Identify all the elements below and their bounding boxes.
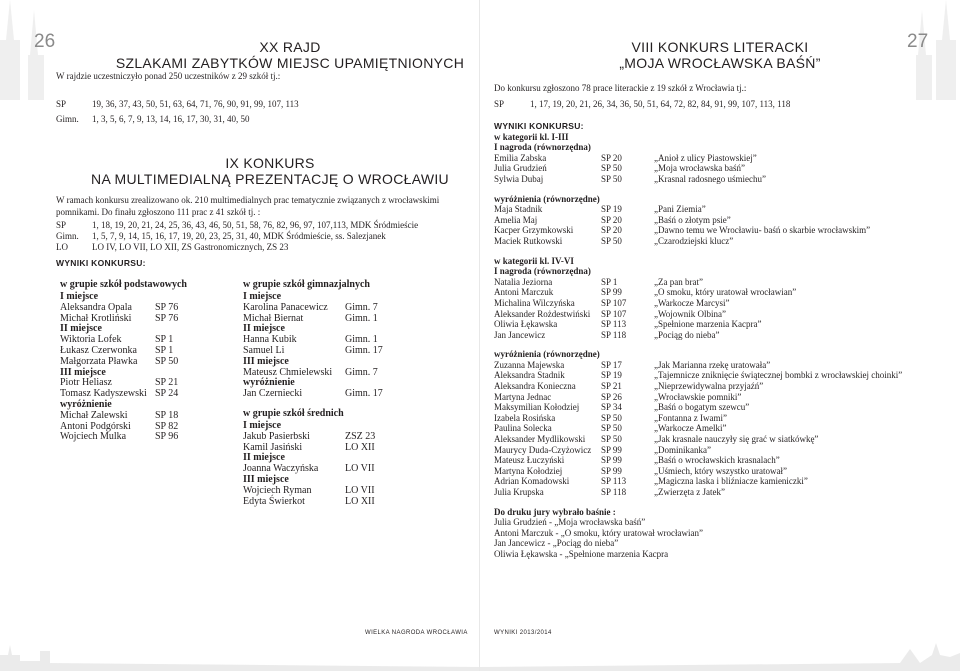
award-row [494,309,944,320]
multimedia-intro-2: pomnikami. Do finału zgłoszono 111 prac z 41 szkół tj. : [56,207,261,217]
award-title: I nagroda (równorzędna) [494,266,591,277]
author-school: SP 99 [601,444,622,455]
right-footer: WYNIKI 2013/2014 [494,630,552,636]
author-name: Aleksander Rożdestwiński [494,308,591,319]
winner-school: SP 18 [155,409,179,421]
author-school: SP 1 [601,276,618,287]
award-row [494,330,944,341]
author-school: SP 17 [601,359,622,370]
author-school: SP 113 [601,476,627,487]
author-name: Aleksandra Stadnik [494,370,565,381]
place-heading [243,377,413,388]
author-name: Michalina Wilczyńska [494,297,575,308]
author-school: SP 107 [601,308,627,319]
author-school: SP 118 [601,329,627,340]
award-row [494,236,944,247]
print-selection-item: Antoni Marczuk - „O smoku, który uratował wrocławian” [494,527,703,538]
winner-row [243,313,413,324]
multimedia-schools-lo [56,242,289,254]
multimedia-header-line2: NA MULTIMEDIALNĄ PREZENTACJĘ O WROCŁAWIU [91,171,449,187]
author-name: Natalia Jeziorna [494,276,553,287]
winner-school: SP 76 [155,301,179,313]
story-title: „O smoku, który uratował wrocławian” [654,287,797,298]
author-school: SP 26 [601,391,622,402]
author-name: Julia Krupska [494,487,544,497]
winner-school: Gimn. 1 [345,334,378,346]
author-school: SP 50 [601,173,622,184]
author-school: SP 99 [601,287,622,298]
place-heading [243,420,413,431]
place-label: III miejsce [243,355,289,367]
award-title: wyróżnienia (równorzędne) [494,193,600,204]
winner-school: LO VII [345,484,375,496]
author-name: Julia Grudzień [494,163,547,174]
award-row [494,277,944,288]
story-title: „Jak Marianna rzekę uratowała” [654,359,771,370]
winner-school: ZSZ 23 [345,430,376,442]
award-row [494,204,944,215]
award-row [494,402,944,413]
award-title: I nagroda (równorzędna) [494,142,591,153]
winner-school: SP 50 [155,355,179,367]
winner-school: SP 82 [155,420,179,432]
winner-row [243,367,413,378]
author-school: SP 20 [601,214,622,225]
place-heading [60,323,240,334]
winner-row [60,421,240,432]
story-title: „Czarodziejski klucz” [654,235,734,246]
school-type: LO [56,242,68,252]
winner-name: Michał Biernat [243,312,304,324]
author-school: SP 99 [601,455,622,466]
winner-row [60,302,240,313]
winner-school: SP 21 [155,377,179,389]
rally-schools-gimn [56,114,250,126]
winner-school: SP 96 [155,431,179,443]
author-name: Mateusz Łuczyński [494,455,565,466]
winner-name: Antoni Podgórski [60,420,131,432]
winner-name: Michał Zalewski [60,409,128,421]
author-school: SP 20 [601,225,622,236]
page-gutter [479,0,480,671]
author-school: SP 50 [601,163,622,174]
winner-row [60,356,240,367]
story-title: „Anioł z ulicy Piastowskiej” [654,152,757,163]
winner-row [60,431,240,442]
story-title: „Zwierzęta z Jatek” [654,487,725,497]
winner-name: Tomasz Kadyszewski [60,388,147,400]
place-label: III miejsce [243,473,289,485]
award-row [494,319,944,330]
award-row [494,360,944,371]
winner-name: Michał Krotliński [60,312,132,324]
winner-name: Karolina Panacewicz [243,301,328,313]
left-footer: WIELKA NAGRODA WROCŁAWIA [365,630,468,636]
print-selection-item: Oliwia Łękawska - „Spełnione marzenia Kacpra [494,548,669,559]
place-label: II miejsce [243,452,285,464]
award-row [494,476,944,487]
winner-row [60,410,240,421]
story-title: „Fontanna z Iwami” [654,412,727,423]
literary-header-line1: VIII KONKURS LITERACKI [631,39,809,55]
author-name: Maurycy Duda-Czyżowicz [494,444,592,455]
results-primary-column [60,279,240,442]
story-title: „Krasnal radosnego uśmiechu” [654,173,766,184]
winner-name: Łukasz Czerwonka [60,344,137,356]
place-label: I miejsce [243,291,282,302]
author-name: Adrian Komadowski [494,476,570,487]
author-name: Maksymilian Kołodziej [494,402,580,413]
story-title: „Dominikanka” [654,444,711,455]
place-heading [243,474,413,485]
winner-row [243,302,413,313]
award-row [494,434,944,445]
winner-school: SP 1 [155,334,174,346]
school-type: SP [494,99,505,109]
winner-row [60,313,240,324]
award-row [494,466,944,477]
author-name: Jan Jancewicz [494,329,546,340]
winner-row [243,334,413,345]
story-title: „Baśń o złotym psie” [654,214,731,225]
left-city-silhouette [0,643,480,671]
literary-schools [494,99,791,111]
story-title: „Nieprzewidywalna przyjaźń” [654,381,764,392]
winner-school: SP 24 [155,388,179,400]
print-selection-item: Julia Grudzień - „Moja wrocławska baśń” [494,517,646,528]
place-label: wyróżnienie [243,377,295,389]
author-name: Aleksandra Konieczna [494,381,576,392]
place-label: I miejsce [243,420,282,431]
story-title: „Za pan brat” [654,276,703,287]
literary-results [494,121,944,560]
award-row [494,174,944,185]
author-name: Aleksander Mydlikowski [494,434,586,445]
author-name: Sylwia Dubaj [494,173,544,184]
results-middle-column [243,279,413,399]
author-school: SP 19 [601,370,622,381]
right-results-title: WYNIKI KONKURSU: [494,121,584,131]
rally-header-line2: SZLAKAMI ZABYTKÓW MIEJSC UPAMIĘTNIONYCH [115,55,465,71]
story-title: „Warkocze Marcysi” [654,297,730,308]
left-results-title: WYNIKI KONKURSU: [56,258,146,268]
award-row [494,287,944,298]
category-title: w kategorii kl. I-III [494,131,569,142]
winner-name: Wojciech Ryman [243,484,312,496]
place-heading [243,291,413,302]
winner-name: Wojciech Mulka [60,431,127,443]
author-name: Amelia Maj [494,214,538,225]
story-title: „Tajemnicze zniknięcie świątecznej bombki z wrocławskiej choinki” [654,370,903,381]
award-title: wyróżnienia (równorzędne) [494,349,600,360]
author-name: Martyna Kołodziej [494,465,563,476]
place-heading [60,291,240,302]
group-title: w grupie szkół podstawowych [60,279,187,290]
school-list: 1, 18, 19, 20, 21, 24, 25, 36, 43, 46, 50, 51, 58, 76, 82, 96, 97, 107,113, MDK Śródmieście [92,220,419,230]
place-heading [243,356,413,367]
school-type: SP [56,99,67,109]
author-school: SP 50 [601,423,622,434]
winner-name: Małgorzata Pławka [60,355,138,367]
winner-school: LO XII [345,495,375,507]
winner-school: Gimn. 1 [345,312,378,324]
place-heading [60,399,240,410]
winner-name: Jan Czerniecki [243,388,303,400]
author-name: Oliwia Łękawska [494,319,558,330]
group-title: w grupie szkół średnich [243,408,344,419]
multimedia-schools-sp [56,220,419,232]
story-title: „Wojownik Olbina” [654,308,727,319]
author-school: SP 107 [601,297,627,308]
story-title: „Spełnione marzenia Kacpra” [654,319,762,330]
winner-school: SP 76 [155,312,179,324]
winner-school: LO XII [345,441,375,453]
school-type: SP [56,220,67,230]
author-name: Emilia Zabska [494,152,547,163]
results-secondary-column [243,408,413,506]
award-row [494,163,944,174]
group-title: w grupie szkół gimnazjalnych [243,279,370,290]
author-school: SP 34 [601,402,622,413]
author-school: SP 50 [601,434,622,445]
literary-header [530,39,910,71]
winner-name: Mateusz Chmielewski [243,366,333,378]
author-name: Izabela Rosińska [494,412,556,423]
author-name: Maja Stadnik [494,204,543,215]
rally-header [90,39,490,71]
winner-school: Gimn. 7 [345,301,378,313]
left-page-number: 26 [34,31,56,52]
award-row [494,423,944,434]
author-name: Maciek Rutkowski [494,235,563,246]
school-list: LO IV, LO VII, LO XII, ZS Gastronomicznych, ZS 23 [92,242,289,252]
place-label: II miejsce [243,323,285,335]
school-list: 19, 36, 37, 43, 50, 51, 63, 64, 71, 76, 90, 91, 99, 107, 113 [92,99,299,109]
author-name: Kacper Grzymkowski [494,225,574,236]
multimedia-schools-gimn [56,231,386,243]
winner-name: Wiktoria Lofek [60,334,122,346]
winner-school: SP 1 [155,344,174,356]
award-row [494,413,944,424]
winner-row [60,377,240,388]
rally-intro: W rajdzie uczestniczyło ponad 250 uczestników z 29 szkół tj.: [56,71,281,81]
school-type: Gimn. [56,231,79,241]
category-title: w kategorii kl. IV-VI [494,255,574,266]
story-title: „Pociąg do nieba” [654,329,720,340]
story-title: „Jak krasnale nauczyły się grać w siatkówkę” [654,434,819,445]
winner-school: Gimn. 17 [345,388,383,400]
story-title: „Moja wrocławska baśń” [654,163,745,174]
place-heading [243,323,413,334]
author-school: SP 21 [601,381,622,392]
winner-name: Samuel Li [243,344,285,356]
winner-name: Aleksandra Opala [60,301,132,313]
story-title: „Baśń o wrocławskich krasnalach” [654,455,780,466]
author-name: Martyna Jednac [494,391,552,402]
winner-row [243,388,413,399]
author-school: SP 20 [601,152,622,163]
winner-row [243,345,413,356]
award-row [494,298,944,309]
award-row [494,487,944,498]
story-title: „Pani Ziemia” [654,204,706,215]
print-selection-title: Do druku jury wybrało baśnie : [494,506,616,517]
story-title: „Warkocze Amelki” [654,423,727,434]
multimedia-header [60,155,480,187]
winner-row [60,345,240,356]
school-type: Gimn. [56,114,79,124]
place-heading [243,452,413,463]
place-label: III miejsce [60,366,106,378]
award-row [494,225,944,236]
winner-row [60,334,240,345]
multimedia-intro-1: W ramach konkursu zrealizowano ok. 210 multimedialnych prac tematycznie związanych z wrocławskimi [56,195,440,205]
story-title: „Magiczna laska i bliźniacze kamieniczki” [654,476,808,487]
award-row [494,215,944,226]
place-label: I miejsce [60,291,99,302]
author-school: SP 50 [601,235,622,246]
author-name: Paulina Solecka [494,423,552,434]
winner-school: Gimn. 17 [345,344,383,356]
author-name: Zuzanna Majewska [494,359,565,370]
place-label: wyróżnienie [60,398,112,410]
winner-row [243,496,413,507]
print-selection-item: Jan Jancewicz - „Pociąg do nieba” [494,538,619,549]
winner-name: Jakub Pasierbski [243,430,310,442]
school-list: 1, 5, 7, 9, 14, 15, 16, 17, 19, 20, 23, 25, 31, 40, MDK Śródmieście, ss. Salezjanek [92,231,386,241]
story-title: „Dawno temu we Wrocławiu- baśń o skarbie wrocławskim” [654,225,871,236]
winner-row [243,431,413,442]
author-school: SP 19 [601,204,622,215]
award-row [494,153,944,164]
winner-row [243,442,413,453]
winner-name: Hanna Kubik [243,334,297,346]
winner-row [243,463,413,474]
winner-name: Edyta Świerkot [243,495,305,507]
winner-name: Piotr Heliasz [60,377,112,389]
winner-school: LO VII [345,463,375,475]
winner-row [243,485,413,496]
award-row [494,455,944,466]
award-row [494,370,944,381]
literary-header-line2: „MOJA WROCŁAWSKA BAŚŃ” [619,55,821,71]
right-city-silhouette [480,643,960,671]
winner-name: Joanna Waczyńska [243,463,319,475]
place-label: II miejsce [60,323,102,335]
author-school: SP 99 [601,465,622,476]
winner-row [60,388,240,399]
school-list: 1, 3, 5, 6, 7, 9, 13, 14, 16, 17, 30, 31, 40, 50 [92,114,250,124]
author-name: Antoni Marczuk [494,287,554,298]
right-page-number: 27 [907,31,929,52]
literary-intro: Do konkursu zgłoszono 78 prace literackie z 19 szkół z Wrocławia tj.: [494,83,747,93]
story-title: „Baśń o bogatym szewcu” [654,402,750,413]
school-list: 1, 17, 19, 20, 21, 26, 34, 36, 50, 51, 64, 72, 82, 84, 91, 99, 107, 113, 118 [530,99,791,109]
award-row [494,381,944,392]
winner-name: Kamil Jasiński [243,441,303,453]
winner-school: Gimn. 7 [345,366,378,378]
rally-schools-sp [56,99,299,111]
award-row [494,445,944,456]
place-heading [60,367,240,378]
author-school: SP 113 [601,319,627,330]
story-title: „Wrocławskie pomniki” [654,391,742,402]
rally-header-line1: XX RAJD [259,39,321,55]
author-school: SP 50 [601,412,622,423]
award-row [494,392,944,403]
multimedia-header-line1: IX KONKURS [225,155,315,171]
story-title: „Uśmiech, który wszystko uratował” [654,465,787,476]
author-school: SP 118 [601,487,627,497]
